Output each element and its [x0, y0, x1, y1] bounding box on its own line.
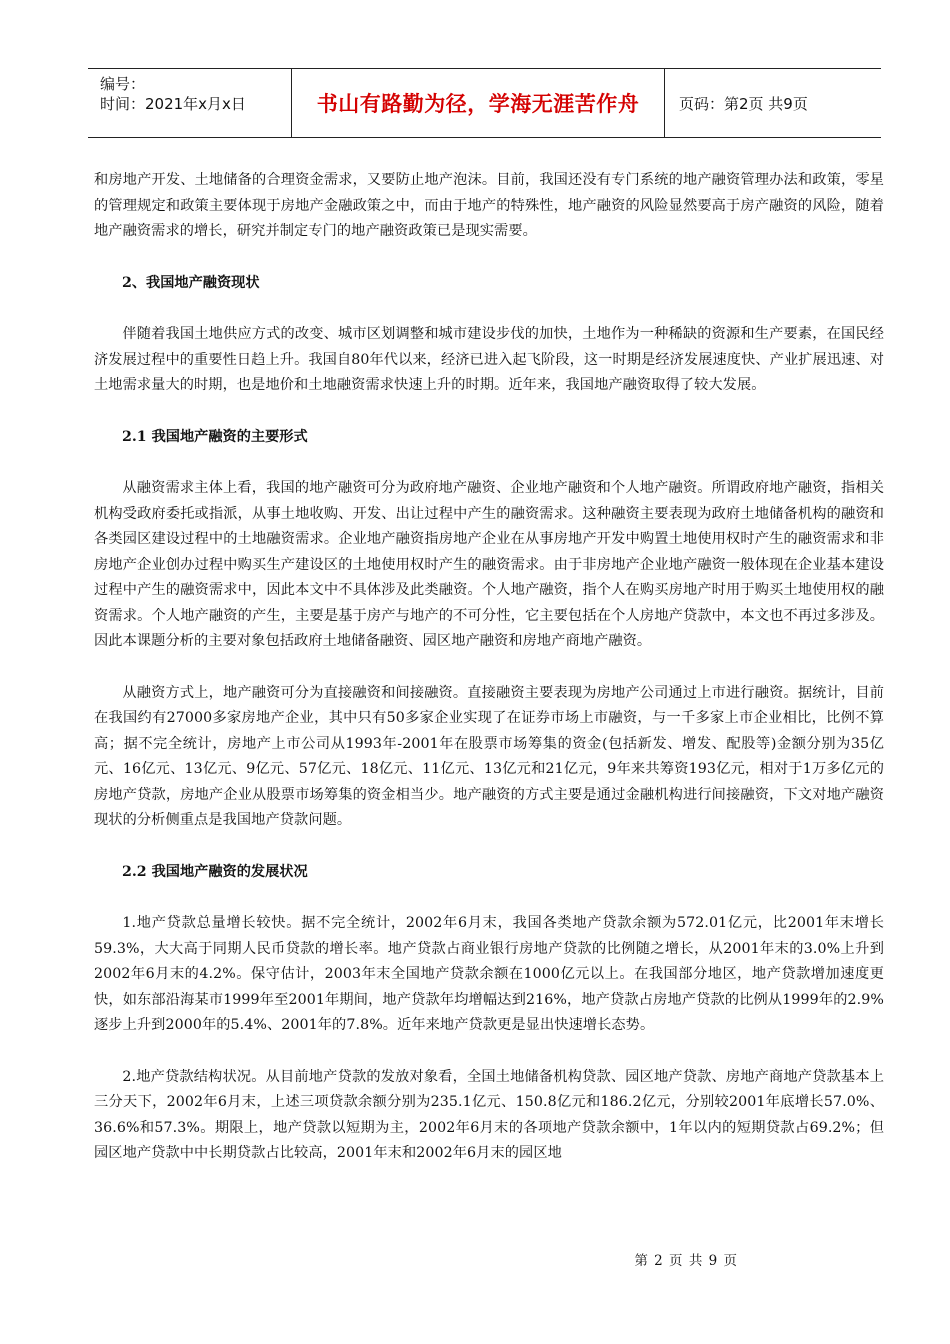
page-header — [88, 68, 881, 138]
document-number-label: 编号： — [100, 75, 146, 93]
header-motto: 书山有路勤为径，学海无涯苦作舟 — [316, 92, 640, 116]
body-paragraph: 伴随着我国土地供应方式的改变、城市区划调整和城市建设步伐的加快，土地作为一种稀缺的资源和生产要素，在国民经济发展过程中的重要性日趋上升。我国自80年代以来，经济已进入起飞阶段，这一时期是经济发展速度快、产业扩展迅速、对土地需求量大的时期，也是地价和土地融资需求快速上升的时期。近年来，我国地产融资取得了较大发展。 — [94, 326, 884, 393]
body-paragraph: 和房地产开发、土地储备的合理资金需求，又要防止地产泡沫。目前，我国还没有专门系统的地产融资管理办法和政策，零星的管理规定和政策主要体现于房地产金融政策之中，而由于地产的特殊性，地产融资的风险显然要高于房产融资的风险，随着地产融资需求的增长，研究并制定专门的地产融资政策已是现实需要。 — [94, 172, 884, 239]
body-paragraph: 1.地产贷款总量增长较快。据不完全统计，2002年6月末，我国各类地产贷款余额为572.01亿元，比2001年末增长59.3%，大大高于同期人民币贷款的增长率。地产贷款占商业银行房地产贷款的比例随之增长，从2001年末的3.0%上升到2002年6月末的4.2%。保守估计，2003年末全国地产贷款余额在1000亿元以上。在我国部分地区，地产贷款增加速度更快，如东部沿海某市1999年至2001年期间，地产贷款年均增幅达到216%，地产贷款占房地产贷款的比例从1999年的2.9%逐步上升到2000年的5.4%、2001年的7.8%。近年来地产贷款更是显出快速增长态势。 — [94, 915, 884, 1033]
body-paragraph: 从融资方式上，地产融资可分为直接融资和间接融资。直接融资主要表现为房地产公司通过上市进行融资。据统计，目前在我国约有27000多家房地产企业，其中只有50多家企业实现了在证券市场上市融资，与一千多家上市企业相比，比例不算高；据不完全统计，房地产上市公司从1993年-2001年在股票市场筹集的资金(包括新发、增发、配股等)金额分别为35亿元、16亿元、13亿元、9亿元、57亿元、18亿元、11亿元、13亿元和21亿元，9年来共筹资193亿元，相对于1万多亿元的房地产贷款，房地产企业从股票市场筹集的资金相当少。地产融资的方式主要是通过金融机构进行间接融资，下文对地产融资现状的分析侧重点是我国地产贷款问题。 — [94, 684, 884, 828]
header-page-number: 页码：第2页 共9页 — [679, 94, 808, 113]
section-heading: 2、我国地产融资现状 — [122, 274, 260, 291]
body-paragraph: 从融资需求主体上看，我国的地产融资可分为政府地产融资、企业地产融资和个人地产融资。所谓政府地产融资，指相关机构受政府委托或指派，从事土地收购、开发、出让过程中产生的融资需求。这种融资主要表现为政府土地储备机构的融资和各类园区建设过程中的土地融资需求。企业地产融资指房地产企业在从事房地产开发中购置土地使用权时产生的融资需求和非房地产企业创办过程中购买生产建设区的土地使用权时产生的融资需求。由于非房地产企业地产融资一般体现在企业基本建设过程中产生的融资需求中，因此本文中不具体涉及此类融资。个人地产融资，指个人在购买房地产时用于购买土地使用权的融资需求。个人地产融资的产生，主要是基于房产与地产的不可分性，它主要包括在个人房地产贷款中，本文也不再过多涉及。因此本课题分析的主要对象包括政府土地储备融资、园区地产融资和房地产商地产融资。 — [94, 480, 884, 649]
subsection-heading: 2.2 我国地产融资的发展状况 — [122, 863, 308, 880]
document-time-label: 时间：2021年x月x日 — [100, 95, 246, 113]
header-page-cell — [665, 69, 881, 137]
body-paragraph: 2.地产贷款结构状况。从目前地产贷款的发放对象看，全国土地储备机构贷款、园区地产贷款、房地产商地产贷款基本上三分天下，2002年6月末，上述三项贷款余额分别为235.1亿元、150.8亿元和186.2亿元，分别较2001年底增长57.0%、36.6%和57.3%。期限上，地产贷款以短期为主，2002年6月末的各项地产贷款余额中，1年以内的短期贷款占69.2%；但园区地产贷款中中长期贷款占比较高，2001年末和2002年6月末的园区地 — [94, 1068, 884, 1161]
header-motto-cell — [291, 69, 665, 137]
header-meta — [88, 69, 291, 137]
document-body — [94, 168, 884, 1167]
subsection-heading: 2.1 我国地产融资的主要形式 — [122, 428, 308, 445]
page-footer: 第 2 页 共 9 页 — [634, 1253, 738, 1269]
